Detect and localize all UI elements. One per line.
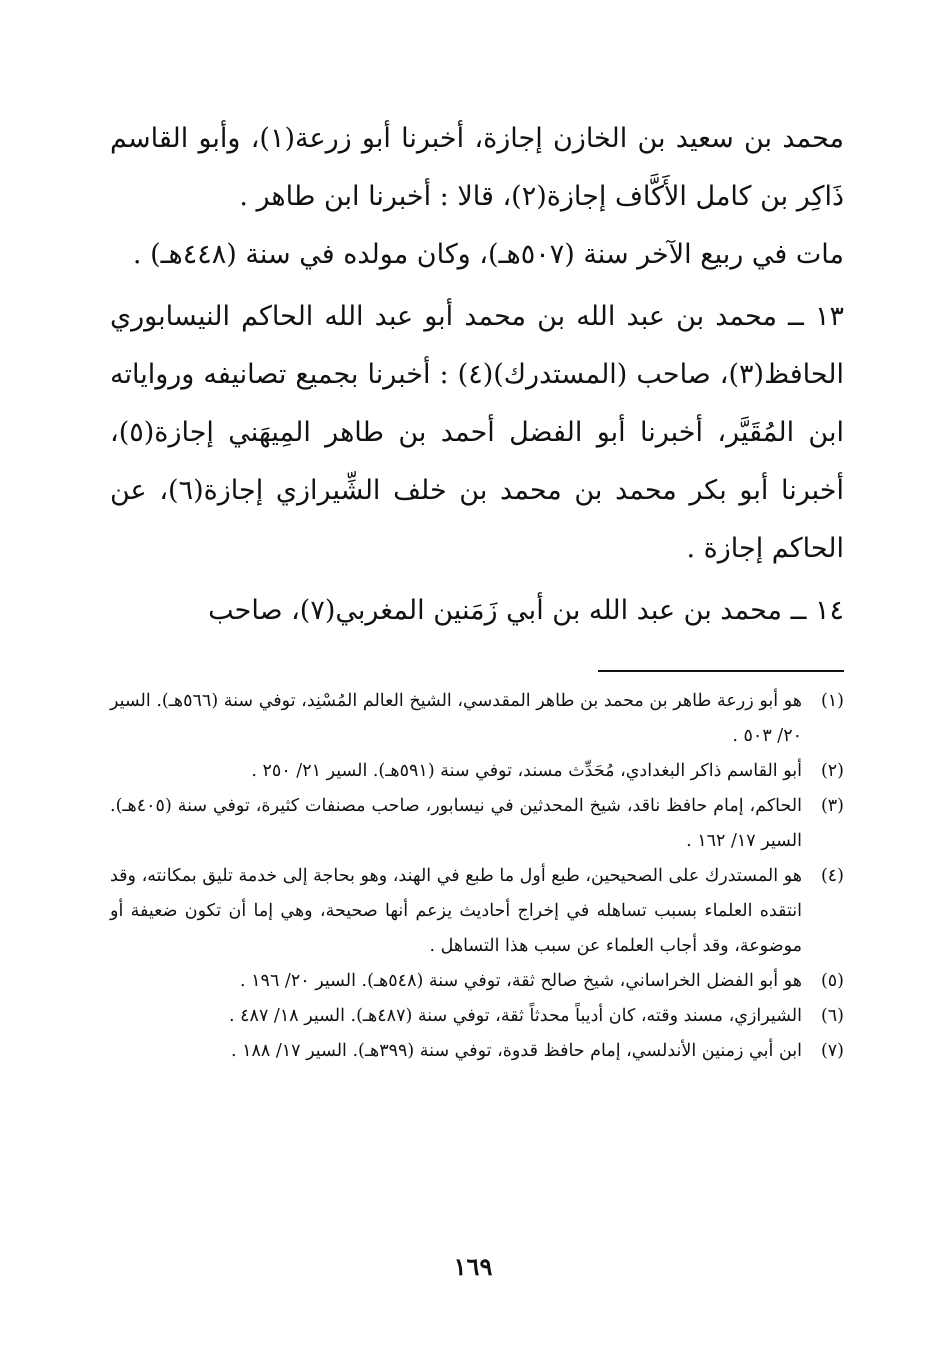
book-page [110,110,844,1069]
footnote-number: (٤) [820,866,844,886]
paragraph-death-note: مات في ربيع الآخر سنة (٥٠٧هـ)، وكان مولده في سنة (٤٤٨هـ) . [132,239,844,270]
footnote-number: (٣) [820,796,844,816]
footnote-number: (٢) [820,761,844,781]
entry-14: ١٤ ــ محمد بن عبد الله بن أبي زَمَنين المغربي(٧)، صاحب [208,595,844,626]
footnote-7 [110,1034,844,1069]
footnote-text: أبو القاسم ذاكر البغدادي، مُحَدِّث مسند، توفي سنة (٥٩١هـ). السير ٢١/ ٢٥٠ . [251,761,802,781]
footnote-number: (٦) [820,1006,844,1026]
footnote-text: ابن أبي زمنين الأندلسي، إمام حافظ قدوة، توفي سنة (٣٩٩هـ). السير ١٧/ ١٨٨ . [230,1041,802,1061]
footnote-6 [110,999,844,1034]
paragraph-continuation: محمد بن سعيد بن الخازن إجازة، أخبرنا أبو زرعة(١)، وأبو القاسم ذَاكِر بن كامل الأَكَّاف إجازة(٢)، قالا : أخبرنا ابن طاهر . [110,123,844,212]
footnote-5 [110,964,844,999]
footnote-divider [598,670,844,672]
footnote-number: (١) [820,691,844,711]
footnote-text: هو المستدرك على الصحيحين، طبع أول ما طبع في الهند، وهو بحاجة إلى خدمة تليق بمكانته، وقد انتقده العلماء بسبب تساهله في إخراج أحاديث يزعم أنها صحيحة، وهي إما أن تكون ضعيفة أو موضوعة، وقد أجاب العلماء عن سبب هذا التساهل . [110,866,802,956]
footnote-text: هو أبو الفضل الخراساني، شيخ صالح ثقة، توفي سنة (٥٤٨هـ). السير ٢٠/ ١٩٦ . [240,971,802,991]
footnote-text: الشيرازي، مسند وقته، كان أديباً محدثاً ثقة، توفي سنة (٤٨٧هـ). السير ١٨/ ٤٨٧ . [229,1006,802,1026]
footnote-number: (٥) [820,971,844,991]
footnote-text: الحاكم، إمام حافظ ناقد، شيخ المحدثين في نيسابور، صاحب مصنفات كثيرة، توفي سنة (٤٠٥هـ). السير ١٧/ ١٦٢ . [110,796,802,851]
footnote-2 [110,754,844,789]
footnotes [110,684,844,1069]
footnote-1 [110,684,844,754]
footnote-text: هو أبو زرعة طاهر بن محمد بن طاهر المقدسي، الشيخ العالم المُسْنِد، توفي سنة (٥٦٦هـ). السير ٢٠/ ٥٠٣ . [110,691,802,746]
entry-13: ١٣ ــ محمد بن عبد الله بن محمد أبو عبد الله الحاكم النيسابوري الحافظ(٣)، صاحب (المستدرك)(٤) : أخبرنا بجميع تصانيفه ورواياته ابن المُقَيَّر، أخبرنا أبو الفضل أحمد بن طاهر المِيهَني إجازة(٥)، أخبرنا أبو بكر محمد بن محمد بن خلف الشِّيرازي إجازة(٦)، عن الحاكم إجازة . [110,301,844,564]
footnote-3 [110,789,844,859]
page-number: ١٦٩ [453,1252,493,1281]
footnote-4 [110,859,844,964]
footnote-number: (٧) [820,1041,844,1061]
main-text [110,110,844,640]
